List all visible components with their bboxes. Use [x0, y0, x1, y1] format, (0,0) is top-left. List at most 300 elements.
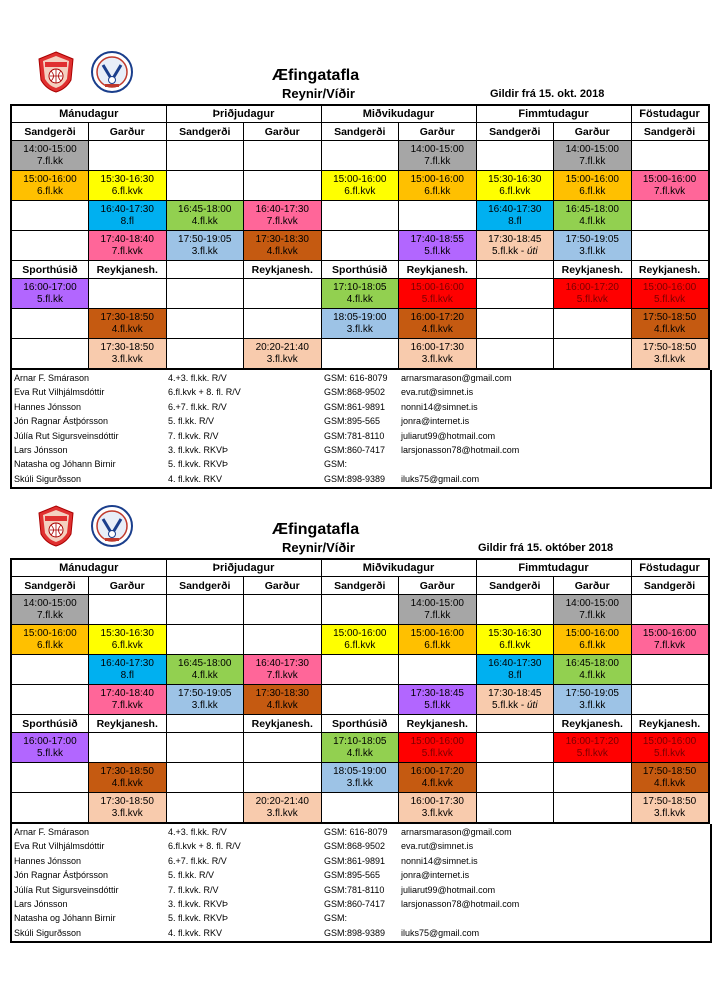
coach-email[interactable]: larsjonasson78@hotmail.com: [401, 445, 520, 455]
location-header: [166, 261, 244, 279]
slot-group: 3.fl.kk: [579, 245, 606, 257]
slot-group: 6.fl.kk: [36, 639, 64, 651]
coach-email[interactable]: jonra@internet.is: [401, 416, 470, 427]
slot-time: 17:10-18:05: [333, 281, 387, 293]
coach-email[interactable]: arnarsmarason@gmail.com: [401, 373, 512, 383]
location-header: Sandgerði: [166, 123, 244, 141]
coach-groups: 4.+3. fl.kk. R/V: [168, 373, 227, 383]
day-header: Miðvikudagur: [321, 105, 476, 123]
slot-time: 17:30-18:50: [100, 311, 154, 323]
coach-groups: 7. fl.kvk. R/V: [168, 430, 219, 441]
location-header: [476, 715, 554, 733]
slot-group: 4.fl.kk: [191, 215, 218, 227]
practice-slot: [89, 309, 167, 339]
practice-slot: [476, 171, 554, 201]
slot-group: 7.fl.kk: [36, 609, 64, 621]
coach-phone: GSM:868-9502: [324, 387, 386, 398]
slot-time: 16:00-17:20: [565, 735, 619, 747]
location-header: [476, 261, 554, 279]
slot-group: 5.fl.kvk: [653, 293, 686, 305]
slot-time: 15:00-16:00: [23, 627, 77, 639]
slot-time: 17:30-18:50: [100, 341, 154, 353]
practice-slot: [11, 733, 89, 763]
coach-groups: 7. fl.kvk. R/V: [168, 884, 219, 895]
coach-email[interactable]: nonni14@simnet.is: [401, 401, 478, 412]
coach-groups: 6.fl.kvk + 8. fl. R/V: [168, 841, 241, 852]
coach-name: Lars Jónsson: [14, 899, 68, 909]
practice-slot: [554, 733, 632, 763]
slot-time: 17:50-18:50: [642, 765, 697, 777]
practice-slot: [399, 171, 477, 201]
location-header: Reykjanesh.: [554, 261, 632, 279]
coach-email[interactable]: larsjonasson78@hotmail.com: [401, 899, 520, 909]
location-header: Reykjanesh.: [399, 261, 477, 279]
coach-phone: GSM:: [324, 459, 348, 470]
coach-email[interactable]: iluks75@gmail.com: [401, 473, 480, 484]
practice-slot: [11, 625, 89, 655]
schedule-row: [11, 339, 709, 370]
slot-time: 17:10-18:05: [333, 735, 387, 747]
slot-group: 6.fl.kk: [579, 639, 606, 651]
slot-group: 7.fl.kvk: [266, 669, 298, 681]
slot-time: 17:50-19:05: [178, 687, 232, 699]
contact-row: [12, 414, 710, 429]
slot-group: 6.fl.kk: [424, 639, 451, 651]
slot-time: 15:00-16:00: [642, 735, 697, 747]
practice-slot: [244, 231, 322, 261]
day-header: Mánudagur: [11, 105, 166, 123]
slot-group: 3.fl.kk: [346, 323, 373, 335]
location-header: Sandgerði: [476, 577, 554, 595]
coach-phone: GSM:860-7417: [324, 445, 386, 455]
slot-time: 17:30-18:50: [100, 795, 154, 807]
contact-row: [12, 926, 710, 941]
slot-group: 4.fl.kk: [346, 293, 373, 305]
empty-slot: [11, 793, 89, 824]
slot-time: 16:40-17:30: [100, 203, 154, 215]
empty-slot: [476, 309, 554, 339]
empty-slot: [11, 309, 89, 339]
practice-slot: [244, 685, 322, 715]
slot-group: 5.fl.kvk: [421, 293, 453, 305]
slot-time: 17:30-18:50: [100, 765, 154, 777]
slot-time: 16:45-18:00: [565, 657, 619, 669]
coach-groups: 5. fl.kvk. RKVÞ: [168, 459, 229, 470]
practice-slot: [631, 793, 709, 824]
empty-slot: [631, 231, 709, 261]
practice-slot: [554, 625, 632, 655]
practice-slot: [89, 201, 167, 231]
coach-phone: GSM:860-7417: [324, 899, 386, 909]
coach-phone: GSM:898-9389: [324, 927, 386, 938]
location-header: Sandgerði: [166, 577, 244, 595]
practice-slot: [89, 171, 167, 201]
practice-slot: [166, 655, 244, 685]
slot-time: 16:00-17:00: [23, 281, 77, 293]
practice-slot: [244, 339, 322, 370]
slot-time: 15:30-16:30: [100, 627, 154, 639]
slot-group: 3.fl.kvk: [421, 353, 453, 365]
empty-slot: [89, 595, 167, 625]
empty-slot: [11, 685, 89, 715]
slot-group: 3.fl.kvk: [111, 353, 143, 365]
schedule-row: [11, 279, 709, 309]
slot-group: 6.fl.kvk: [344, 639, 376, 651]
slot-time: 15:00-16:00: [410, 281, 464, 293]
practice-slot: [476, 655, 554, 685]
slot-group: 3.fl.kvk: [653, 807, 686, 819]
schedule-subtitle: Reynir/Víðir: [282, 540, 355, 555]
slot-group: 3.fl.kvk: [111, 807, 143, 819]
practice-slot: [631, 171, 709, 201]
slot-time: 15:30-16:30: [488, 173, 542, 185]
contact-row: [12, 400, 710, 415]
practice-slot: [631, 733, 709, 763]
practice-slot: [399, 733, 477, 763]
coach-name: Júlía Rut Sigursveinsdóttir: [14, 430, 119, 441]
slot-time: 18:05-19:00: [333, 311, 387, 323]
slot-time: 16:45-18:00: [178, 657, 232, 669]
location-header: Reykjanesh.: [631, 715, 709, 733]
practice-slot: [89, 339, 167, 370]
schedule-row: [11, 655, 709, 685]
slot-time: 15:00-16:00: [410, 627, 464, 639]
empty-slot: [631, 655, 709, 685]
practice-slot: [554, 279, 632, 309]
practice-slot: [89, 685, 167, 715]
reynir-logo: [36, 504, 76, 548]
slot-group: 4.fl.kvk: [266, 245, 298, 257]
location-header: Sandgerði: [321, 577, 399, 595]
slot-group: 5.fl.kk: [36, 293, 64, 305]
slot-time: 16:40-17:30: [488, 203, 542, 215]
empty-slot: [321, 231, 399, 261]
slot-time: 16:00-17:20: [565, 281, 619, 293]
slot-time: 17:40-18:55: [410, 233, 464, 245]
slot-group: 7.fl.kk: [424, 155, 451, 167]
empty-slot: [166, 339, 244, 370]
schedule-table: [10, 104, 710, 370]
slot-time: 20:20-21:40: [255, 341, 309, 353]
contact-row: [12, 371, 710, 386]
slot-group: 4.fl.kvk: [111, 777, 143, 789]
coach-email[interactable]: iluks75@gmail.com: [401, 927, 480, 938]
slot-time: 17:30-18:45: [488, 233, 542, 245]
slot-time: 17:30-18:30: [255, 687, 309, 699]
slot-group: 3.fl.kk: [346, 777, 373, 789]
practice-slot: [399, 595, 477, 625]
day-header: Fimmtudagur: [476, 559, 631, 577]
empty-slot: [244, 595, 322, 625]
empty-slot: [166, 309, 244, 339]
practice-slot: [631, 279, 709, 309]
coach-phone: GSM: 616-8079: [324, 827, 388, 837]
coach-contacts: [10, 370, 712, 489]
coach-email[interactable]: nonni14@simnet.is: [401, 855, 478, 866]
slot-time: 15:00-16:00: [410, 173, 464, 185]
empty-slot: [631, 595, 709, 625]
empty-slot: [166, 733, 244, 763]
slot-group: 4.fl.kvk: [111, 323, 143, 335]
slot-time: 16:45-18:00: [178, 203, 232, 215]
slot-group: 6.fl.kk: [579, 185, 606, 197]
practice-slot: [399, 141, 477, 171]
slot-group: 6.fl.kvk: [499, 185, 531, 197]
slot-group: 6.fl.kvk: [499, 639, 531, 651]
location-header: Sandgerði: [631, 577, 709, 595]
location-header: Sporthúsið: [11, 715, 89, 733]
coach-groups: 4. fl.kvk. RKV: [168, 927, 223, 938]
practice-slot: [399, 685, 477, 715]
sheet-header: [10, 50, 708, 104]
day-header: Þriðjudagur: [166, 559, 321, 577]
coach-name: Arnar F. Smárason: [14, 827, 90, 837]
coach-name: Eva Rut Vilhjálmsdóttir: [14, 841, 105, 852]
empty-slot: [554, 339, 632, 370]
contact-row: [12, 883, 710, 898]
slot-time: 15:00-16:00: [333, 173, 387, 185]
practice-slot: [631, 309, 709, 339]
slot-time: 16:00-17:00: [23, 735, 77, 747]
coach-groups: 6.fl.kvk + 8. fl. R/V: [168, 387, 241, 398]
day-header: Föstudagur: [631, 105, 709, 123]
contact-row: [12, 472, 710, 487]
location-header: Sandgerði: [631, 123, 709, 141]
sheet-header: [10, 504, 708, 558]
empty-slot: [89, 733, 167, 763]
slot-time: 16:40-17:30: [488, 657, 542, 669]
coach-phone: GSM: 616-8079: [324, 373, 388, 383]
slot-time: 16:00-17:30: [410, 341, 464, 353]
empty-slot: [321, 655, 399, 685]
practice-slot: [631, 763, 709, 793]
vidir-logo: [90, 50, 130, 94]
location-header: Sandgerði: [321, 123, 399, 141]
slot-time: 17:30-18:30: [255, 233, 309, 245]
slot-time: 15:00-16:00: [642, 627, 697, 639]
slot-time: 16:00-17:20: [410, 311, 464, 323]
slot-group: 6.fl.kvk: [111, 639, 143, 651]
schedule-row: [11, 595, 709, 625]
slot-group: 5.fl.kvk: [576, 747, 608, 759]
practice-slot: [554, 201, 632, 231]
slot-group: 5.fl.kk: [424, 699, 451, 711]
slot-time: 16:00-17:30: [410, 795, 464, 807]
slot-time: 16:45-18:00: [565, 203, 619, 215]
slot-group: 5.fl.kk: [424, 245, 451, 257]
empty-slot: [89, 279, 167, 309]
practice-slot: [89, 655, 167, 685]
empty-slot: [11, 231, 89, 261]
empty-slot: [631, 201, 709, 231]
slot-group: 5.fl.kk - úti: [491, 245, 538, 257]
coach-phone: GSM:781-8110: [324, 884, 385, 895]
slot-group: 3.fl.kvk: [653, 353, 686, 365]
slot-group: 7.fl.kvk: [653, 185, 686, 197]
contact-row: [12, 385, 710, 400]
contact-row: [12, 429, 710, 444]
schedule-row: [11, 309, 709, 339]
slot-time: 17:40-18:40: [100, 687, 154, 699]
day-header: Mánudagur: [11, 559, 166, 577]
coach-email[interactable]: juliarut99@hotmail.com: [401, 884, 496, 895]
slot-group: 8.fl: [508, 215, 522, 227]
slot-group: 7.fl.kk: [579, 609, 606, 621]
slot-group: 6.fl.kk: [36, 185, 64, 197]
slot-time: 14:00-15:00: [565, 597, 619, 609]
empty-slot: [11, 201, 89, 231]
slot-group: 3.fl.kk: [191, 245, 218, 257]
practice-slot: [321, 763, 399, 793]
empty-slot: [166, 171, 244, 201]
coach-name: Jón Ragnar Ástþórsson: [14, 870, 109, 881]
practice-slot: [166, 231, 244, 261]
location-header: Sandgerði: [11, 577, 89, 595]
empty-slot: [399, 201, 477, 231]
slot-group: 5.fl.kvk: [576, 293, 608, 305]
coach-phone: GSM:: [324, 913, 348, 924]
slot-group: 3.fl.kk: [191, 699, 218, 711]
schedule-subtitle: Reynir/Víðir: [282, 86, 355, 101]
slot-group: 7.fl.kvk: [653, 639, 686, 651]
location-header: Garður: [399, 577, 477, 595]
practice-slot: [321, 309, 399, 339]
practice-slot: [166, 201, 244, 231]
coach-email[interactable]: eva.rut@simnet.is: [401, 387, 474, 398]
coach-email[interactable]: eva.rut@simnet.is: [401, 841, 474, 852]
slot-time: 17:50-18:50: [642, 795, 697, 807]
day-header: Föstudagur: [631, 559, 709, 577]
schedule-row: [11, 171, 709, 201]
empty-slot: [244, 171, 322, 201]
empty-slot: [11, 655, 89, 685]
location-header: Sporthúsið: [321, 715, 399, 733]
schedule-row: [11, 625, 709, 655]
practice-slot: [166, 685, 244, 715]
practice-slot: [399, 231, 477, 261]
slot-group: 4.fl.kvk: [266, 699, 298, 711]
slot-time: 17:30-18:45: [410, 687, 464, 699]
empty-slot: [321, 595, 399, 625]
empty-slot: [166, 279, 244, 309]
coach-phone: GSM:861-9891: [324, 401, 386, 412]
coach-contacts: [10, 824, 712, 943]
schedule-row: [11, 231, 709, 261]
coach-phone: GSM:895-565: [324, 870, 381, 881]
slot-time: 20:20-21:40: [255, 795, 309, 807]
day-header: Fimmtudagur: [476, 105, 631, 123]
slot-time: 14:00-15:00: [23, 143, 77, 155]
location-header: Reykjanesh.: [89, 715, 167, 733]
schedule-table: [10, 558, 710, 824]
contact-row: [12, 868, 710, 883]
slot-time: 15:00-16:00: [642, 281, 697, 293]
slot-group: 8.fl: [120, 669, 134, 681]
slot-group: 8.fl: [508, 669, 522, 681]
day-header: Miðvikudagur: [321, 559, 476, 577]
location-header: Sandgerði: [11, 123, 89, 141]
empty-slot: [631, 141, 709, 171]
empty-slot: [321, 793, 399, 824]
empty-slot: [476, 763, 554, 793]
empty-slot: [554, 793, 632, 824]
contact-row: [12, 897, 710, 912]
slot-group: 5.fl.kk - úti: [491, 699, 538, 711]
slot-time: 14:00-15:00: [23, 597, 77, 609]
slot-time: 15:30-16:30: [488, 627, 542, 639]
schedule-row: [11, 763, 709, 793]
schedule-title: Æfingatafla: [272, 521, 360, 538]
practice-slot: [321, 733, 399, 763]
contact-row: [12, 457, 710, 472]
empty-slot: [166, 625, 244, 655]
practice-slot: [631, 625, 709, 655]
practice-slot: [244, 201, 322, 231]
practice-slot: [321, 625, 399, 655]
slot-group: 7.fl.kk: [424, 609, 451, 621]
vidir-logo: [90, 504, 130, 548]
slot-group: 4.fl.kk: [191, 669, 218, 681]
coach-groups: 5. fl.kvk. RKVÞ: [168, 913, 229, 924]
coach-email[interactable]: juliarut99@hotmail.com: [401, 430, 496, 441]
slot-group: 7.fl.kk: [579, 155, 606, 167]
coach-name: Natasha og Jóhann Birnir: [14, 459, 116, 470]
empty-slot: [631, 685, 709, 715]
practice-slot: [399, 309, 477, 339]
practice-slot: [89, 793, 167, 824]
schedule-sheet-2: [10, 504, 708, 943]
contact-row: [12, 825, 710, 840]
practice-slot: [554, 685, 632, 715]
coach-name: Lars Jónsson: [14, 445, 68, 455]
slot-group: 5.fl.kvk: [421, 747, 453, 759]
empty-slot: [244, 763, 322, 793]
coach-email[interactable]: jonra@internet.is: [401, 870, 470, 881]
slot-group: 7.fl.kk: [36, 155, 64, 167]
slot-group: 4.fl.kvk: [421, 777, 453, 789]
slot-time: 14:00-15:00: [410, 597, 464, 609]
coach-phone: GSM:861-9891: [324, 855, 386, 866]
empty-slot: [89, 141, 167, 171]
empty-slot: [166, 141, 244, 171]
coach-groups: 4.+3. fl.kk. R/V: [168, 827, 227, 837]
practice-slot: [11, 141, 89, 171]
slot-group: 4.fl.kvk: [653, 323, 686, 335]
empty-slot: [244, 733, 322, 763]
location-header: Sporthúsið: [11, 261, 89, 279]
slot-time: 15:00-16:00: [642, 173, 697, 185]
location-header: Garður: [89, 577, 167, 595]
empty-slot: [11, 339, 89, 370]
slot-time: 15:00-16:00: [565, 627, 619, 639]
practice-slot: [399, 625, 477, 655]
schedule-row: [11, 793, 709, 824]
slot-time: 18:05-19:00: [333, 765, 387, 777]
location-header: Garður: [554, 577, 632, 595]
coach-groups: 6.+7. fl.kk. R/V: [168, 855, 227, 866]
coach-groups: 5. fl.kk. R/V: [168, 870, 215, 881]
schedule-sheet-1: [10, 50, 708, 489]
empty-slot: [166, 595, 244, 625]
empty-slot: [476, 279, 554, 309]
slot-time: 16:00-17:20: [410, 765, 464, 777]
empty-slot: [321, 201, 399, 231]
coach-name: Hannes Jónsson: [14, 401, 82, 412]
slot-time: 15:30-16:30: [100, 173, 154, 185]
coach-email[interactable]: arnarsmarason@gmail.com: [401, 827, 512, 837]
slot-time: 17:50-19:05: [178, 233, 232, 245]
practice-slot: [399, 339, 477, 370]
